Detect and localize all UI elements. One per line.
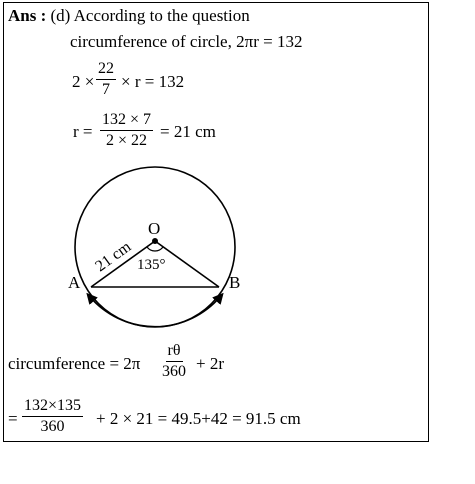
fraction-numerator: 132 × 7 [100, 111, 153, 131]
equation-lead: 2 × [72, 72, 95, 91]
answer-prefix: Ans : [8, 6, 51, 25]
formula-tail: + 2r [196, 354, 224, 373]
radius-lead: r = [73, 122, 93, 141]
angle-label: 135° [137, 257, 166, 273]
label-a: A [68, 273, 81, 292]
result-tail: + 2 × 21 = 49.5+42 = 91.5 cm [96, 409, 301, 428]
label-b: B [229, 273, 241, 292]
circle-outline [75, 167, 235, 327]
answer-option: (d) [50, 6, 71, 25]
label-o: O [148, 219, 161, 238]
result-fraction [22, 397, 83, 436]
answer-intro: According to the question [73, 6, 250, 25]
circumference-statement: circumference of circle, 2πr = 132 [70, 32, 303, 51]
angle-arc [147, 247, 163, 251]
fraction-numerator: rθ [166, 342, 183, 362]
fraction-denominator: 360 [40, 418, 65, 435]
fraction-numerator: 132×135 [22, 397, 83, 417]
radius-label: 21 cm [92, 238, 135, 276]
fraction-denominator: 7 [102, 81, 110, 98]
result-lead: = [8, 409, 18, 428]
formula-lead: circumference = 2π [8, 354, 141, 373]
formula-fraction [162, 342, 186, 381]
fraction-numerator: 22 [96, 60, 116, 80]
radius-result: = 21 cm [160, 122, 216, 141]
fraction-denominator: 2 × 22 [106, 132, 148, 149]
fraction-denominator: 360 [162, 363, 186, 380]
center-point [152, 238, 158, 244]
equation-tail: × r = 132 [121, 72, 185, 91]
